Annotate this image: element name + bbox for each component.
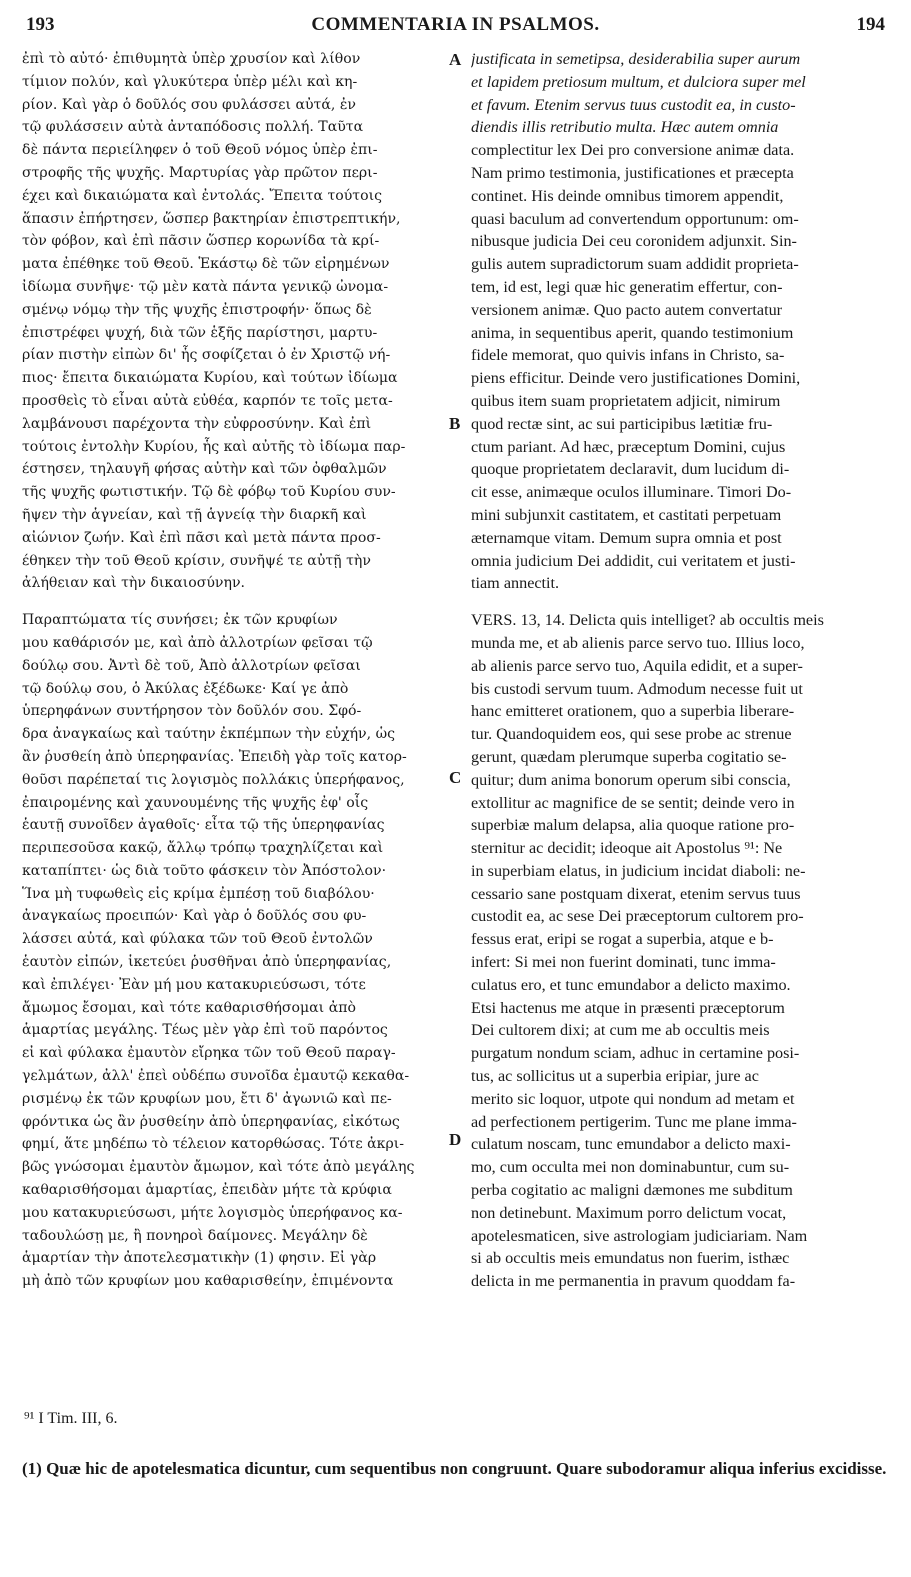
text-line: ἅπασιν ἐπήρτησεν, ὥσπερ βακτηρίαν ἐπιστρεπτικήν, bbox=[22, 210, 401, 227]
text-line: culatus ero, et tunc emundabor a delicto maximo. bbox=[471, 975, 791, 994]
text-line: στροφῆς τῆς ψυχῆς. Μαρτυρίας γὰρ πρῶτον περι- bbox=[22, 164, 378, 181]
text-line: μου καθάρισόν με, καὶ ἀπὸ ἀλλοτρίων φεῖσαι τῷ bbox=[22, 634, 373, 651]
text-line: bis custodi servum tuum. Admodum necesse fuit ut bbox=[471, 679, 803, 698]
text-line: ἁμαρτίαν τὴν ἀποτελεσματικὴν (1) φησιν. Εἰ γὰρ bbox=[22, 1250, 377, 1267]
text-line: quasi baculum ad convertendum opportunum: om- bbox=[471, 209, 799, 228]
text-line: μου κατακυριεύσωσι, μήτε λογισμὸς ὑπερήφανος κα- bbox=[22, 1204, 403, 1221]
text-line: et lapidem pretiosum multum, et dulciora super mel bbox=[471, 72, 806, 91]
text-line: ἐπιστρέφει ψυχή, διὰ τῶν ἑξῆς παρίστησι, μαρτυ- bbox=[22, 324, 378, 341]
text-line: gerunt, quædam plerumque superba cogitatio se- bbox=[471, 747, 787, 766]
text-line: έστησεν, τηλαυγῆ φήσας αὐτὴν καὶ τῶν ὀφθαλμῶν bbox=[22, 461, 387, 478]
text-line: Dei cultorem dixi; at cum me ab occultis meis bbox=[471, 1021, 770, 1040]
text-line: σμένῳ νόμῳ τὴν τῆς ψυχῆς ἐπιστροφήν· ὅπως δὲ bbox=[22, 301, 372, 318]
text-line: diendis illis retributio multa. Hæc autem omnia bbox=[471, 118, 779, 137]
text-line: τῆς ψυχῆς φωτιστικήν. Τῷ δὲ φόβῳ τοῦ Κυρίου συν- bbox=[22, 484, 396, 501]
footnote-reference: ⁹¹ I Tim. III, 6. bbox=[24, 1410, 118, 1427]
text-line: έχει καὶ δικαιώματα καὶ ἐντολάς. Ἔπειτα τούτοις bbox=[22, 187, 383, 204]
text-line: custodit ea, ac sese Dei præceptorum cultorem pro- bbox=[471, 907, 804, 926]
text-line: quibus item suam proprietatem adjicit, nimirum bbox=[471, 391, 781, 410]
text-line: δούλῳ σου. Ἀντὶ δὲ τοῦ, Ἀπὸ ἀλλοτρίων φεῖσαι bbox=[22, 657, 361, 674]
text-line: ad perfectionem pertigerim. Tunc me plane imma- bbox=[471, 1112, 797, 1131]
text-line: πιος· ἔπειτα δικαιώματα Κυρίου, καὶ τούτων ἰδίωμα bbox=[22, 370, 398, 387]
margin-marker-a: A bbox=[449, 50, 462, 69]
text-line: λάσσει αὐτά, καὶ φύλακα τῶν τοῦ Θεοῦ ἐντολῶν bbox=[22, 931, 373, 948]
text-line: ὑπερηφάνων συντήρησον τὸν δοῦλόν σου. Σφό- bbox=[22, 703, 362, 720]
page-header bbox=[20, 10, 891, 40]
text-line: ἁμαρτίας μεγάλης. Τέως μὲν γὰρ ἐπὶ τοῦ παρόντος bbox=[22, 1022, 388, 1039]
text-line: hanc emitteret orationem, quo a superbia liberare- bbox=[471, 702, 795, 721]
text-line: ἐπὶ τὸ αὐτό· ἐπιθυμητὰ ὑπὲρ χρυσίον καὶ λίθον bbox=[22, 51, 361, 67]
text-line: ἄμωμος ἔσομαι, καὶ τότε καθαρισθήσομαι ἀπὸ bbox=[22, 999, 356, 1016]
text-line: Nam primo testimonia, justificationes et præcepta bbox=[471, 163, 794, 182]
text-line: tiam annectit. bbox=[471, 574, 560, 593]
text-line: ἀναγκαίως προειπών· Καὶ γὰρ ὁ δοῦλός σου φυ- bbox=[22, 908, 367, 925]
text-line: complectitur lex Dei pro conversione animæ data. bbox=[471, 141, 795, 160]
text-line: εἰ καὶ φύλακα ἐμαυτὸν εἴρηκα τῶν τοῦ Θεοῦ παραγ- bbox=[22, 1045, 396, 1062]
text-line: Ἵνα μὴ τυφωθεὶς εἰς κρίμα ἐμπέσῃ τοῦ διαβόλου· bbox=[22, 885, 375, 902]
text-line: æternamque vitam. Demum supra omnia et post bbox=[471, 528, 782, 547]
text-line: ab alienis parce servo tuo, Aquila edidit, et a super- bbox=[471, 656, 803, 675]
page-number-right: 194 bbox=[856, 14, 885, 35]
text-line: in superbiam elatus, in judicium incidat diaboli: ne- bbox=[471, 861, 806, 880]
text-line: tem, id est, legi quæ hic generatim effertur, con- bbox=[471, 277, 783, 296]
text-line: gulis autem supradictorum suam addidit proprieta- bbox=[471, 255, 799, 274]
running-title: COMMENTARIA IN PSALMOS. bbox=[311, 14, 600, 35]
text-line: infert: Si mei non fuerint dominati, tunc imma- bbox=[471, 953, 776, 972]
text-line: extollitur ac magnifice de se sentit; deinde vero in bbox=[471, 793, 795, 812]
text-line: βῶς γνώσομαι ἐμαυτὸν ἄμωμον, καὶ τότε ἀπὸ μεγάλης bbox=[22, 1159, 415, 1176]
text-line: ἑαυτῇ συνοῖδεν ἀγαθοῖς· εἶτα τῷ τῆς ὑπερηφανίας bbox=[22, 817, 385, 834]
text-line: VERS. 13, 14. Delicta quis intelliget? ab occultis meis bbox=[471, 611, 824, 630]
text-line: ταδουλώσῃ με, ἢ πονηροὶ δαίμονες. Μεγάλην δὲ bbox=[22, 1227, 368, 1244]
text-line: ἂν ῥυσθείη ἀπὸ ὑπερηφανίας. Ἐπειδὴ γὰρ τοῖς κατορ- bbox=[22, 748, 407, 765]
text-line: sternitur ac decidit; ideoque ait Apostolus ⁹¹: Ne bbox=[471, 839, 783, 858]
text-line: τούτοις ἐντολὴν Κυρίου, ἧς καὶ αὐτῆς τὸ ἰδίωμα παρ- bbox=[22, 438, 406, 455]
text-line: tur. Quandoquidem eos, qui sese probe ac strenue bbox=[471, 725, 792, 744]
text-line: προσθεὶς τὸ εἶναι αὐτὰ εὐθέα, καρπόν τε τοῖς μετα- bbox=[22, 392, 393, 409]
text-line: continet. His deinde omnibus timorem appendit, bbox=[471, 186, 784, 205]
text-line: μὴ ἀπὸ τῶν κρυφίων μου καθαρισθείην, ἐπιμένοντα bbox=[22, 1273, 394, 1290]
text-line: apotelesmaticen, sive astrologiam judiciariam. Nam bbox=[471, 1226, 808, 1245]
text-line: περιπεσοῦσα κακῷ, ἄλλῳ τρόπῳ τραχηλίζεται καὶ bbox=[22, 840, 384, 857]
text-line: quoque proprietatem declaravit, dum lucidum di- bbox=[471, 460, 790, 479]
text-line: ἰδίωμα συνῆψε· τῷ μὲν κατὰ πάντα γενικῷ ὠνομα- bbox=[22, 278, 389, 295]
text-line: purgatum nondum sciam, adhuc in certamine posi- bbox=[471, 1044, 800, 1063]
page-number-left: 193 bbox=[26, 14, 55, 35]
text-line: δρα ἀναγκαίως καὶ ταύτην ἐκπέμπων τὴν εὐχήν, ὡς bbox=[22, 726, 395, 743]
text-line: ρισμένῳ ἐκ τῶν κρυφίων μου, ἔτι δ' ἀγωνιῶ καὶ πε- bbox=[22, 1090, 392, 1107]
text-line: τίμιον πολύν, καὶ γλυκύτερα ὑπὲρ μέλι καὶ κη- bbox=[22, 73, 358, 90]
text-line: ρίαν πιστὴν εἰπὼν δι' ἧς σοφίζεται ὁ ἐν Χριστῷ νή- bbox=[22, 347, 391, 364]
text-line: anima, in sequentibus aperit, quando testimonium bbox=[471, 323, 794, 342]
text-line: quitur; dum anima bonorum operum sibi conscia, bbox=[471, 770, 791, 789]
text-line: fessus erat, eripi se rogat a superbia, atque e b- bbox=[471, 930, 774, 949]
text-line: ἐπαιρομένης καὶ χαυνουμένης τῆς ψυχῆς ἐφ' οἷς bbox=[22, 794, 369, 811]
text-line: omnia judicium Dei addidit, cui veritatem et justi- bbox=[471, 551, 796, 570]
text-line: merito sic loquor, utpote qui nondum ad metam et bbox=[471, 1089, 795, 1108]
text-line: et favum. Etenim servus tuus custodit ea, in custo- bbox=[471, 95, 796, 114]
text-line: cit esse, animæque oculos illuminare. Timori Do- bbox=[471, 483, 792, 502]
text-line: Παραπτώματα τίς συνήσει; ἐκ τῶν κρυφίων bbox=[22, 612, 338, 629]
text-line: καταπίπτει· ὡς διὰ τοῦτο φάσκειν τὸν Ἀπόστολον· bbox=[22, 862, 387, 879]
text-line: superbiæ malum delapsa, alia quoque ratione pro- bbox=[471, 816, 795, 835]
text-line: θοῦσι παρέπεταί τις λογισμὸς πολλάκις ὑπερήφανος, bbox=[22, 771, 405, 788]
footnote-editorial: (1) Quæ hic de apotelesmatica dicuntur, cum sequentibus non congruunt. Quare subodoramur aliqua inferius excidisse. bbox=[22, 1459, 887, 1478]
text-line: mini subjunxit castitatem, et castitati perpetuam bbox=[471, 505, 782, 524]
text-line: versionem animæ. Quo pacto autem convertatur bbox=[471, 300, 783, 319]
text-line: delicta in me permanentia in pravum quoddam fa- bbox=[471, 1272, 796, 1291]
text-line: quod rectæ sint, ac sui participibus lætitiæ fru- bbox=[471, 414, 773, 433]
text-line: justificata in semetipsa, desiderabilia super aurum bbox=[471, 50, 801, 68]
text-line: τῷ δούλῳ σου, ὁ Ἀκύλας ἐξέδωκε· Καί γε ἀπὸ bbox=[22, 680, 349, 697]
text-line: ctum pariant. Ad hæc, præceptum Domini, cujus bbox=[471, 437, 786, 456]
text-line: tus, ac sollicitus ut a superbia eripiar, jure ac bbox=[471, 1067, 759, 1086]
text-line: καὶ ἐπιλέγει· Ἐὰν μή μου κατακυριεύσωσι, τότε bbox=[22, 976, 366, 993]
text-line: mo, cum occulta mei non dominabuntur, cum su- bbox=[471, 1158, 790, 1177]
text-line: αἰώνιον ζωήν. Καὶ ἐπὶ πᾶσι καὶ μετὰ πάντα προσ- bbox=[22, 529, 381, 546]
paragraph-gap bbox=[22, 595, 462, 609]
text-line: fidele memorat, quo quivis infans in Christo, sa- bbox=[471, 346, 785, 365]
text-line: perba cogitatio ac maligni dæmones me subditum bbox=[471, 1181, 793, 1200]
latin-column bbox=[471, 48, 891, 1293]
text-line: si ab occultis meis emundatus non fuerim, isthæc bbox=[471, 1249, 790, 1268]
text-line: τὸν φόβον, καὶ ἐπὶ πᾶσιν ὥσπερ κορωνίδα τὰ κρί- bbox=[22, 233, 380, 250]
paragraph-gap bbox=[471, 595, 891, 609]
text-line: nibusque judicia Dei ceu coronidem adjunxit. Sin- bbox=[471, 232, 797, 251]
text-line: non detinebunt. Maximum porro delictum vocat, bbox=[471, 1203, 787, 1222]
text-line: λαμβάνουσι παρέχοντα τὴν εὐφροσύνην. Καὶ ἐπὶ bbox=[22, 415, 372, 432]
text-line: ῆψεν τὴν ἁγνείαν, καὶ τῇ ἁγνείᾳ τὴν διαρκῆ καὶ bbox=[22, 506, 367, 523]
greek-column bbox=[22, 48, 462, 1293]
text-line: piens efficitur. Deinde vero justificationes Domini, bbox=[471, 369, 801, 388]
text-line: ἑαυτὸν εἰπών, ἱκετεύει ῥυσθῆναι ἀπὸ ὑπερηφανίας, bbox=[22, 954, 392, 971]
margin-marker-b: B bbox=[449, 414, 461, 433]
text-line: γελμάτων, ἀλλ' ἐπεὶ οὐδέπω συνοῖδα ἐμαυτῷ κεκαθα- bbox=[22, 1068, 410, 1085]
text-line: καθαρισθήσομαι ἁμαρτίας, ἐπειδὰν μήτε τὰ κρύφια bbox=[22, 1182, 392, 1199]
text-line: ματα ἐπέθηκε τοῦ Θεοῦ. Ἑκάστῳ δὲ τῶν εἰρημένων bbox=[22, 256, 390, 273]
text-line: δὲ πάντα περιείληφεν ὁ τοῦ Θεοῦ νόμος ὑπὲρ ἐπι- bbox=[22, 142, 378, 159]
margin-marker-c: C bbox=[449, 768, 462, 787]
text-line: ἀλήθειαν καὶ τὴν δικαιοσύνην. bbox=[22, 575, 245, 592]
text-line: έθηκεν τὴν τοῦ Θεοῦ κρίσιν, συνῆψέ τε αὐτῇ τὴν bbox=[22, 552, 371, 569]
text-line: munda me, et ab alienis parce servo tuo. Illius loco, bbox=[471, 633, 805, 652]
text-line: φημί, ἅτε μηδέπω τὸ τέλειον κατορθώσας. Τότε ἀκρι- bbox=[22, 1136, 405, 1153]
text-line: φρόντικα ὡς ἂν ῥυσθείην ἀπὸ ὑπερηφανίας, εἰκότως bbox=[22, 1113, 400, 1130]
margin-marker-d: D bbox=[449, 1130, 462, 1149]
text-line: Etsi hactenus me atque in præsenti præceptorum bbox=[471, 998, 785, 1017]
text-line: cessario sane postquam dixerat, etenim servus tuus bbox=[471, 884, 801, 903]
text-line: ρίον. Καὶ γὰρ ὁ δοῦλός σου φυλάσσει αὐτά, ἐν bbox=[22, 96, 356, 113]
text-line: culatum noscam, tunc emundabor a delicto maxi- bbox=[471, 1135, 791, 1154]
text-line: τῷ φυλάσσειν αὐτὰ ἀνταπόδοσις πολλή. Ταῦτα bbox=[22, 119, 364, 136]
